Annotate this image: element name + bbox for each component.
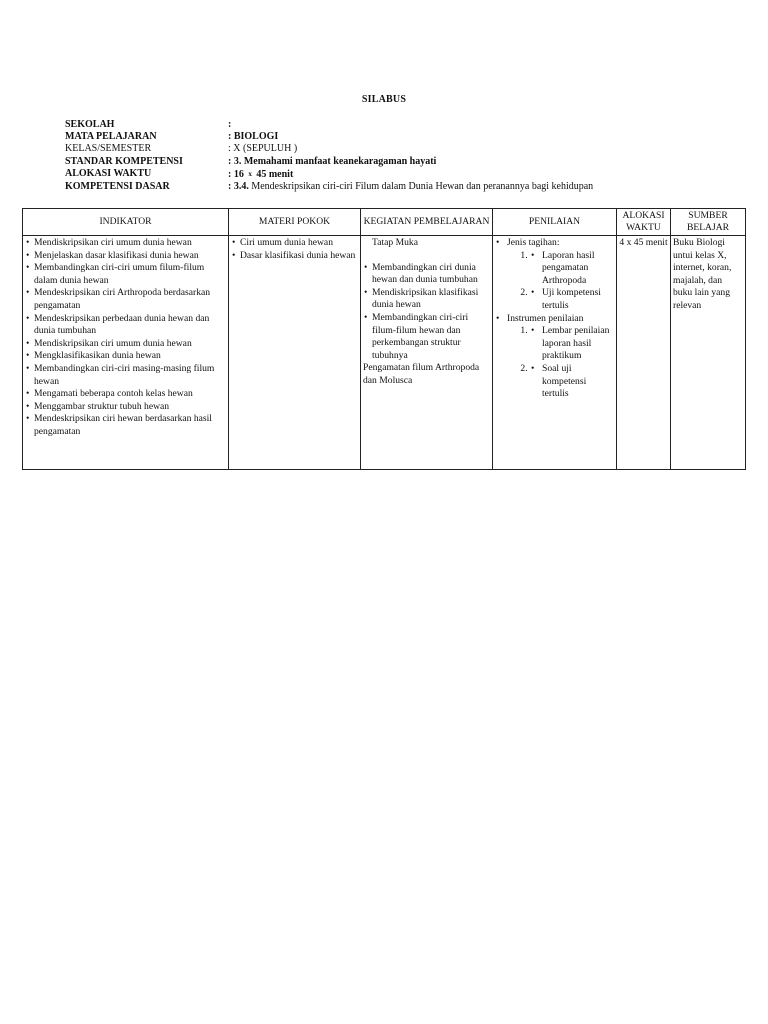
alokasi-prefix: : 16: [228, 168, 244, 180]
list-item: • Ciri umum dunia hewan: [231, 237, 358, 250]
list-item: • Membandingkan ciri-ciri filum-filum hewan dan perkembangan struktur tubuhnya: [363, 312, 490, 362]
list-item: • 1. Laporan hasil pengamatan Arthropoda: [530, 250, 614, 288]
header-label: ALOKASI WAKTU: [65, 167, 152, 179]
header-row-alokasi-waktu: [65, 168, 593, 181]
jenis-list: [507, 250, 614, 313]
sumber-cell: Buku Biologi untui kelas X, internet, koran, majalah, dan buku lain yang relevan: [671, 236, 746, 470]
list-item: • Mengamati beberapa contoh kelas hewan: [25, 388, 226, 401]
indikator-list: [25, 237, 226, 439]
list-item: • Mendiskripsikan ciri umum dunia hewan: [25, 237, 226, 250]
header-value: : BIOLOGI: [228, 131, 279, 143]
list-item: • Mengklasifikasikan dunia hewan: [25, 350, 226, 363]
materi-cell: [229, 236, 361, 470]
header-row-mata-pelajaran: [65, 131, 593, 143]
kegiatan-intro: Tatap Muka: [372, 237, 418, 248]
instrumen-label: Instrumen penilaian: [507, 312, 584, 324]
list-item: [495, 237, 614, 313]
alokasi-suffix: 45 menit: [256, 168, 294, 180]
list-item: • Membandingkan ciri-ciri masing-masing filum hewan: [25, 363, 226, 388]
header-label: KOMPETENSI DASAR: [65, 181, 170, 193]
header-row-standar-kompetensi: [65, 156, 593, 168]
header-value: [228, 181, 593, 193]
list-item: • 2. Soal uji kompetensi tertulis: [530, 363, 614, 401]
column-header-alokasi: ALOKASI WAKTU: [617, 209, 671, 236]
list-item: • Mendiskripsikan ciri umum dunia hewan: [25, 338, 226, 351]
syllabus-header: [65, 119, 593, 193]
header-row-kelas-semester: [65, 143, 593, 155]
penilaian-list: [495, 237, 614, 401]
kegiatan-cell: [361, 236, 493, 470]
header-row-sekolah: [65, 119, 593, 131]
document-title: SILABUS: [361, 94, 407, 105]
list-item: • Mendeskripsikan perbedaan dunia hewan dan dunia tumbuhan: [25, 313, 226, 338]
kegiatan-outro: Pengamatan filum Arthropoda dan Molusca: [363, 362, 480, 386]
header-label: KELAS/SEMESTER: [65, 143, 152, 155]
multiply-sign: x: [248, 169, 252, 178]
materi-list: [231, 237, 358, 262]
header-row-kompetensi-dasar: [65, 181, 593, 193]
header-value: :: [228, 119, 232, 130]
kegiatan-list: [363, 262, 490, 363]
column-header-materi-pokok: MATERI POKOK: [229, 209, 361, 236]
column-header-kegiatan: KEGIATAN PEMBELAJARAN: [361, 209, 493, 236]
kd-text: Mendeskripsikan ciri-ciri Filum dalam Dunia Hewan dan peranannya bagi kehidupan: [248, 181, 594, 193]
column-header-sumber: SUMBER BELAJAR: [671, 209, 746, 236]
header-value: : X (SEPULUH ): [228, 143, 298, 155]
list-item: • 1. Lembar penilaian laporan hasil praktikum: [530, 325, 614, 363]
list-item: [495, 313, 614, 401]
indikator-cell: [23, 236, 229, 470]
list-item: • Menggambar struktur tubuh hewan: [25, 401, 226, 414]
list-item: • Mendeskripsikan ciri Arthropoda berdasarkan pengamatan: [25, 287, 226, 312]
list-item: • Menjelaskan dasar klasifikasi dunia hewan: [25, 250, 226, 263]
header-label: SEKOLAH: [65, 119, 115, 130]
alokasi-cell: 4 x 45 menit: [617, 236, 671, 470]
header-label: MATA PELAJARAN: [65, 131, 157, 143]
kd-number: : 3.4.: [228, 181, 249, 193]
header-value: [228, 168, 293, 181]
list-item: • Mendiskripsikan klasifikasi dunia hewan: [363, 287, 490, 312]
list-item: • Membandingkan ciri dunia hewan dan dunia tumbuhan: [363, 262, 490, 287]
table-row: [23, 236, 746, 470]
list-item: • 2. Uji kompetensi tertulis: [530, 287, 614, 312]
penilaian-cell: [493, 236, 617, 470]
column-header-indikator: INDIKATOR: [23, 209, 229, 236]
instrumen-list: [507, 325, 614, 401]
column-header-penilaian: PENILAIAN: [493, 209, 617, 236]
table-header-row: [23, 209, 746, 236]
list-item: • Dasar klasifikasi dunia hewan: [231, 250, 358, 263]
list-item: • Membandingkan ciri-ciri umum filum-filum dalam dunia hewan: [25, 262, 226, 287]
syllabus-table: [22, 208, 746, 470]
header-value: : 3. Memahami manfaat keanekaragaman hayati: [228, 155, 437, 167]
header-label: STANDAR KOMPETENSI: [65, 155, 183, 167]
list-item: • Mendeskripsikan ciri hewan berdasarkan hasil pengamatan: [25, 413, 226, 438]
jenis-label: Jenis tagihan:: [507, 237, 560, 248]
